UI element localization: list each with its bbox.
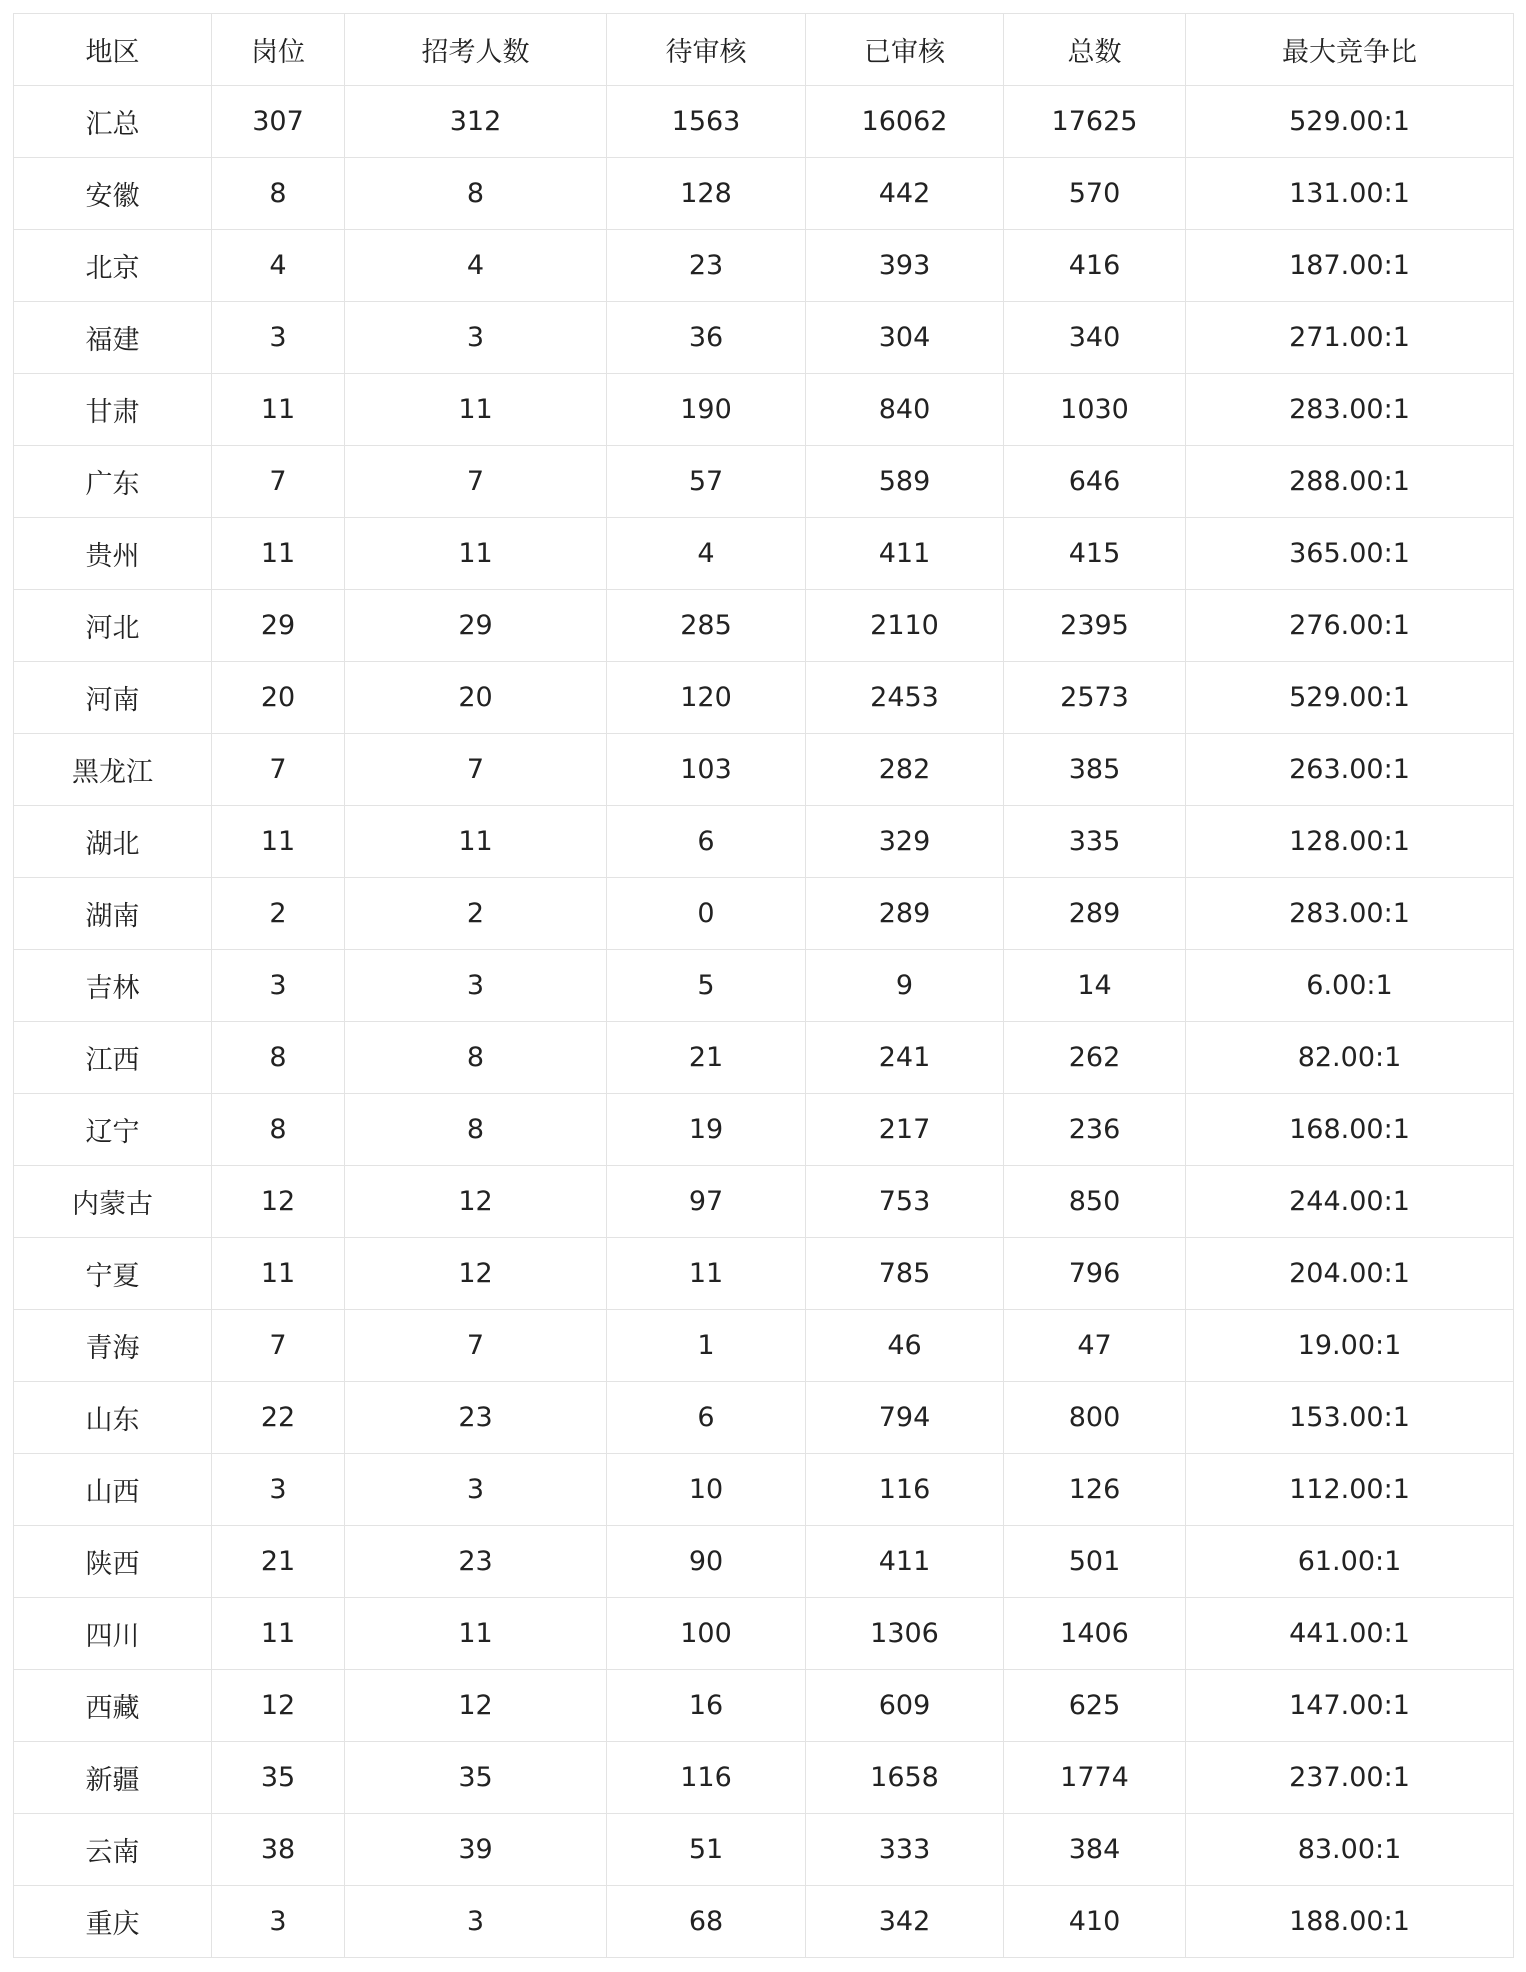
cell-recruit-count: 2 [345,878,607,950]
column-header-total: 总数 [1004,14,1186,86]
cell-positions: 307 [212,86,345,158]
cell-pending-review: 19 [607,1094,806,1166]
cell-positions: 2 [212,878,345,950]
cell-total: 2395 [1004,590,1186,662]
cell-positions: 3 [212,1886,345,1958]
cell-max-competition-ratio: 283.00:1 [1186,374,1514,446]
cell-max-competition-ratio: 441.00:1 [1186,1598,1514,1670]
table-body [14,86,1514,1958]
cell-region: 四川 [14,1598,212,1670]
cell-recruit-count: 8 [345,1022,607,1094]
cell-total: 236 [1004,1094,1186,1166]
cell-recruit-count: 23 [345,1526,607,1598]
table-row [14,302,1514,374]
cell-reviewed: 785 [806,1238,1004,1310]
cell-reviewed: 1306 [806,1598,1004,1670]
table-row [14,1382,1514,1454]
cell-reviewed: 1658 [806,1742,1004,1814]
cell-max-competition-ratio: 365.00:1 [1186,518,1514,590]
cell-pending-review: 11 [607,1238,806,1310]
cell-region: 辽宁 [14,1094,212,1166]
cell-pending-review: 103 [607,734,806,806]
cell-region: 山西 [14,1454,212,1526]
cell-recruit-count: 12 [345,1238,607,1310]
cell-region: 重庆 [14,1886,212,1958]
exam-statistics-table [13,13,1514,1958]
cell-total: 2573 [1004,662,1186,734]
header-row [14,14,1514,86]
cell-recruit-count: 11 [345,518,607,590]
column-header-max-competition-ratio: 最大竞争比 [1186,14,1514,86]
cell-recruit-count: 39 [345,1814,607,1886]
cell-max-competition-ratio: 263.00:1 [1186,734,1514,806]
cell-region: 安徽 [14,158,212,230]
cell-recruit-count: 8 [345,158,607,230]
table-row [14,1454,1514,1526]
cell-reviewed: 411 [806,1526,1004,1598]
table-row [14,1670,1514,1742]
cell-total: 126 [1004,1454,1186,1526]
cell-max-competition-ratio: 153.00:1 [1186,1382,1514,1454]
cell-pending-review: 21 [607,1022,806,1094]
cell-total: 385 [1004,734,1186,806]
cell-total: 335 [1004,806,1186,878]
table-row [14,1526,1514,1598]
table-row [14,1022,1514,1094]
cell-max-competition-ratio: 19.00:1 [1186,1310,1514,1382]
cell-total: 646 [1004,446,1186,518]
table-row [14,1166,1514,1238]
cell-reviewed: 442 [806,158,1004,230]
cell-max-competition-ratio: 283.00:1 [1186,878,1514,950]
cell-positions: 38 [212,1814,345,1886]
cell-region: 青海 [14,1310,212,1382]
cell-max-competition-ratio: 168.00:1 [1186,1094,1514,1166]
cell-total: 289 [1004,878,1186,950]
cell-reviewed: 609 [806,1670,1004,1742]
column-header-positions: 岗位 [212,14,345,86]
cell-region: 山东 [14,1382,212,1454]
cell-region: 广东 [14,446,212,518]
table-row [14,1598,1514,1670]
cell-reviewed: 16062 [806,86,1004,158]
cell-recruit-count: 3 [345,1886,607,1958]
cell-reviewed: 116 [806,1454,1004,1526]
cell-region: 江西 [14,1022,212,1094]
cell-positions: 11 [212,1598,345,1670]
table-row [14,374,1514,446]
cell-max-competition-ratio: 276.00:1 [1186,590,1514,662]
cell-total: 14 [1004,950,1186,1022]
cell-pending-review: 1 [607,1310,806,1382]
cell-positions: 7 [212,734,345,806]
cell-positions: 4 [212,230,345,302]
cell-pending-review: 68 [607,1886,806,1958]
cell-max-competition-ratio: 529.00:1 [1186,662,1514,734]
cell-reviewed: 241 [806,1022,1004,1094]
cell-reviewed: 217 [806,1094,1004,1166]
cell-positions: 7 [212,1310,345,1382]
cell-region: 黑龙江 [14,734,212,806]
cell-positions: 29 [212,590,345,662]
cell-max-competition-ratio: 529.00:1 [1186,86,1514,158]
cell-region: 湖北 [14,806,212,878]
table-row [14,734,1514,806]
cell-max-competition-ratio: 244.00:1 [1186,1166,1514,1238]
table-row [14,1094,1514,1166]
cell-reviewed: 794 [806,1382,1004,1454]
table-row [14,446,1514,518]
cell-max-competition-ratio: 112.00:1 [1186,1454,1514,1526]
table-row [14,1814,1514,1886]
cell-reviewed: 2110 [806,590,1004,662]
table-row [14,878,1514,950]
table-row [14,806,1514,878]
cell-max-competition-ratio: 128.00:1 [1186,806,1514,878]
cell-reviewed: 753 [806,1166,1004,1238]
cell-pending-review: 100 [607,1598,806,1670]
cell-recruit-count: 7 [345,446,607,518]
cell-total: 410 [1004,1886,1186,1958]
cell-region: 陕西 [14,1526,212,1598]
cell-region: 贵州 [14,518,212,590]
cell-region: 西藏 [14,1670,212,1742]
cell-pending-review: 190 [607,374,806,446]
cell-recruit-count: 29 [345,590,607,662]
cell-total: 262 [1004,1022,1186,1094]
cell-max-competition-ratio: 204.00:1 [1186,1238,1514,1310]
cell-max-competition-ratio: 6.00:1 [1186,950,1514,1022]
cell-region: 新疆 [14,1742,212,1814]
cell-pending-review: 6 [607,1382,806,1454]
cell-total: 796 [1004,1238,1186,1310]
cell-region: 汇总 [14,86,212,158]
cell-positions: 12 [212,1166,345,1238]
cell-region: 北京 [14,230,212,302]
cell-reviewed: 289 [806,878,1004,950]
cell-pending-review: 285 [607,590,806,662]
cell-total: 850 [1004,1166,1186,1238]
cell-pending-review: 51 [607,1814,806,1886]
cell-total: 384 [1004,1814,1186,1886]
summary-row [14,86,1514,158]
cell-positions: 3 [212,302,345,374]
cell-recruit-count: 11 [345,374,607,446]
cell-max-competition-ratio: 82.00:1 [1186,1022,1514,1094]
cell-region: 宁夏 [14,1238,212,1310]
cell-region: 内蒙古 [14,1166,212,1238]
cell-reviewed: 282 [806,734,1004,806]
cell-total: 1774 [1004,1742,1186,1814]
cell-reviewed: 2453 [806,662,1004,734]
cell-reviewed: 333 [806,1814,1004,1886]
cell-recruit-count: 12 [345,1166,607,1238]
cell-recruit-count: 11 [345,806,607,878]
cell-pending-review: 97 [607,1166,806,1238]
cell-region: 湖南 [14,878,212,950]
cell-pending-review: 128 [607,158,806,230]
cell-recruit-count: 20 [345,662,607,734]
column-header-region: 地区 [14,14,212,86]
cell-total: 625 [1004,1670,1186,1742]
cell-max-competition-ratio: 147.00:1 [1186,1670,1514,1742]
cell-reviewed: 9 [806,950,1004,1022]
cell-reviewed: 840 [806,374,1004,446]
cell-region: 云南 [14,1814,212,1886]
table-row [14,590,1514,662]
cell-reviewed: 46 [806,1310,1004,1382]
cell-region: 河北 [14,590,212,662]
cell-pending-review: 120 [607,662,806,734]
cell-positions: 35 [212,1742,345,1814]
cell-positions: 11 [212,374,345,446]
column-header-reviewed: 已审核 [806,14,1004,86]
cell-recruit-count: 23 [345,1382,607,1454]
cell-recruit-count: 312 [345,86,607,158]
cell-pending-review: 116 [607,1742,806,1814]
cell-recruit-count: 8 [345,1094,607,1166]
cell-pending-review: 0 [607,878,806,950]
table-row [14,230,1514,302]
cell-total: 340 [1004,302,1186,374]
cell-pending-review: 23 [607,230,806,302]
cell-positions: 12 [212,1670,345,1742]
cell-pending-review: 16 [607,1670,806,1742]
cell-max-competition-ratio: 288.00:1 [1186,446,1514,518]
table-row [14,518,1514,590]
cell-positions: 8 [212,158,345,230]
cell-pending-review: 5 [607,950,806,1022]
cell-recruit-count: 3 [345,1454,607,1526]
cell-pending-review: 1563 [607,86,806,158]
cell-total: 800 [1004,1382,1186,1454]
cell-recruit-count: 7 [345,1310,607,1382]
cell-positions: 7 [212,446,345,518]
cell-reviewed: 304 [806,302,1004,374]
cell-pending-review: 4 [607,518,806,590]
cell-recruit-count: 7 [345,734,607,806]
cell-positions: 11 [212,518,345,590]
cell-positions: 3 [212,950,345,1022]
cell-positions: 3 [212,1454,345,1526]
cell-max-competition-ratio: 131.00:1 [1186,158,1514,230]
cell-pending-review: 36 [607,302,806,374]
table-row [14,662,1514,734]
stats-table-container [13,13,1513,1958]
cell-reviewed: 411 [806,518,1004,590]
cell-recruit-count: 12 [345,1670,607,1742]
cell-total: 415 [1004,518,1186,590]
cell-max-competition-ratio: 237.00:1 [1186,1742,1514,1814]
cell-reviewed: 589 [806,446,1004,518]
cell-recruit-count: 3 [345,950,607,1022]
column-header-pending-review: 待审核 [607,14,806,86]
table-row [14,1310,1514,1382]
table-row [14,158,1514,230]
cell-positions: 20 [212,662,345,734]
cell-pending-review: 6 [607,806,806,878]
cell-region: 河南 [14,662,212,734]
table-row [14,1742,1514,1814]
table-row [14,950,1514,1022]
cell-positions: 22 [212,1382,345,1454]
cell-max-competition-ratio: 188.00:1 [1186,1886,1514,1958]
table-row [14,1886,1514,1958]
cell-pending-review: 57 [607,446,806,518]
cell-positions: 11 [212,1238,345,1310]
cell-positions: 8 [212,1022,345,1094]
cell-max-competition-ratio: 187.00:1 [1186,230,1514,302]
cell-reviewed: 329 [806,806,1004,878]
cell-recruit-count: 11 [345,1598,607,1670]
cell-reviewed: 342 [806,1886,1004,1958]
cell-total: 47 [1004,1310,1186,1382]
cell-positions: 11 [212,806,345,878]
cell-total: 570 [1004,158,1186,230]
cell-total: 17625 [1004,86,1186,158]
cell-total: 416 [1004,230,1186,302]
table-header [14,14,1514,86]
cell-positions: 21 [212,1526,345,1598]
cell-pending-review: 90 [607,1526,806,1598]
cell-region: 福建 [14,302,212,374]
cell-positions: 8 [212,1094,345,1166]
table-row [14,1238,1514,1310]
cell-region: 吉林 [14,950,212,1022]
cell-max-competition-ratio: 61.00:1 [1186,1526,1514,1598]
cell-recruit-count: 35 [345,1742,607,1814]
column-header-recruit-count: 招考人数 [345,14,607,86]
cell-pending-review: 10 [607,1454,806,1526]
cell-recruit-count: 3 [345,302,607,374]
cell-recruit-count: 4 [345,230,607,302]
cell-total: 501 [1004,1526,1186,1598]
cell-region: 甘肃 [14,374,212,446]
cell-total: 1406 [1004,1598,1186,1670]
cell-total: 1030 [1004,374,1186,446]
cell-max-competition-ratio: 271.00:1 [1186,302,1514,374]
cell-reviewed: 393 [806,230,1004,302]
cell-max-competition-ratio: 83.00:1 [1186,1814,1514,1886]
